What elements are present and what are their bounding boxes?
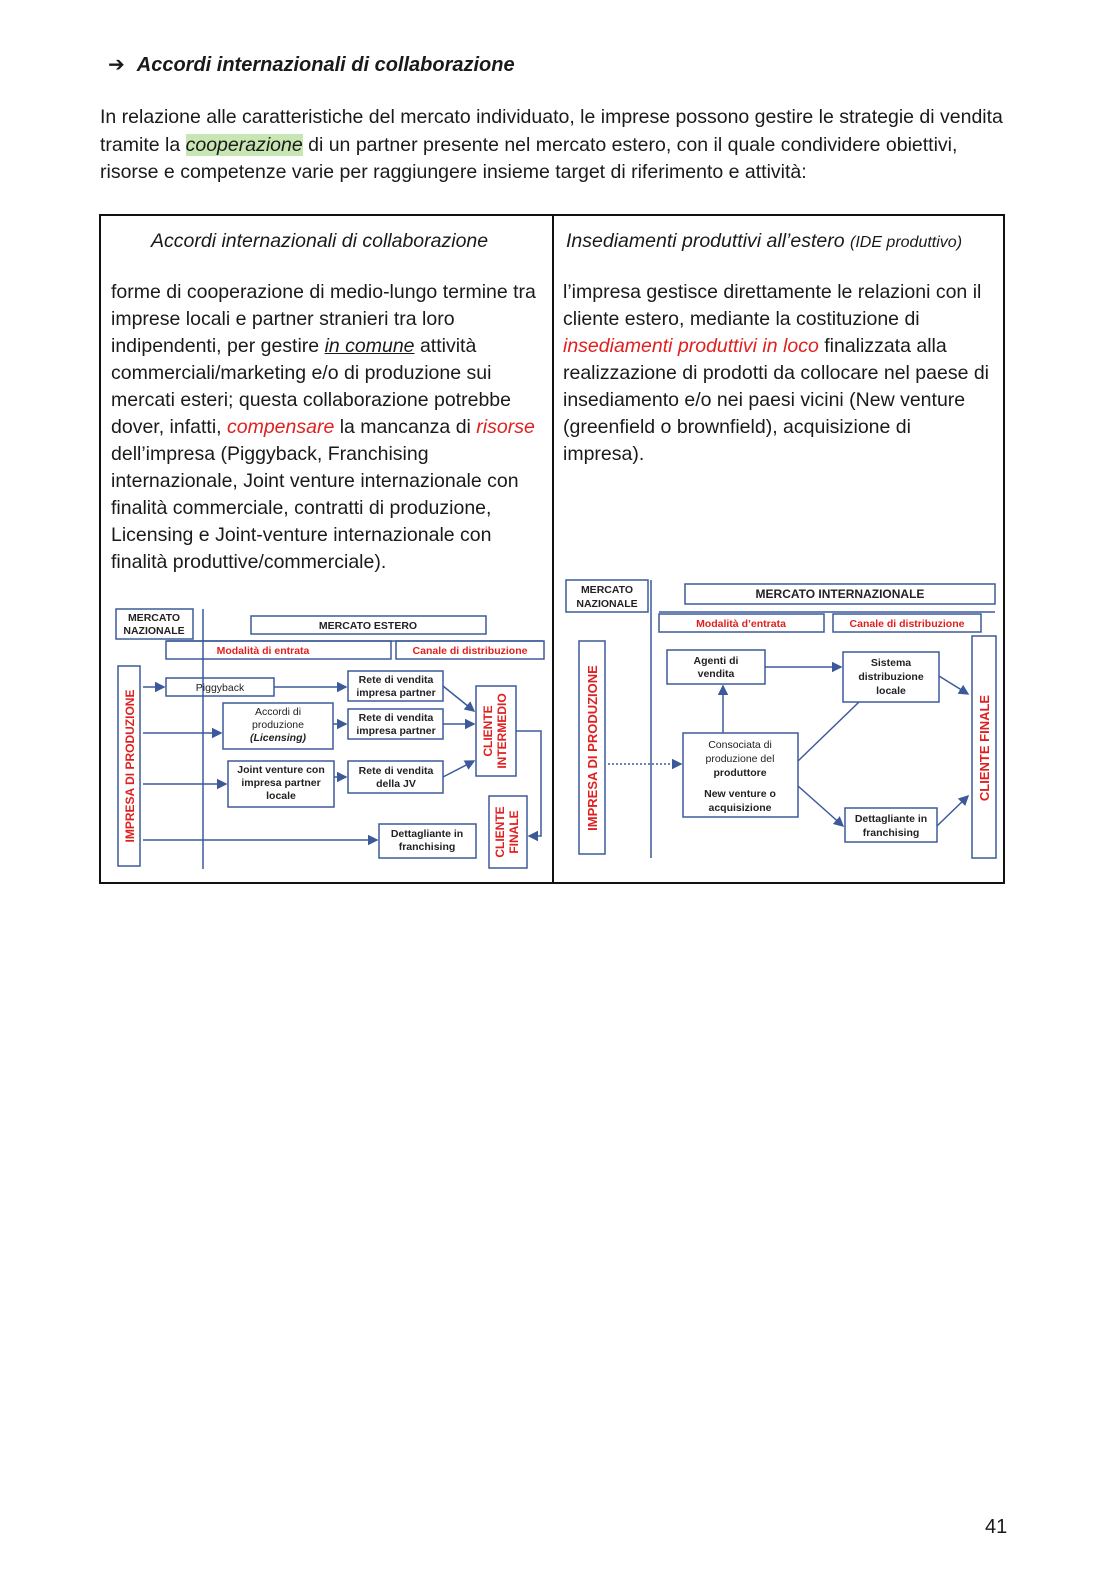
d2-impresa: IMPRESA DI PRODUZIONE	[585, 665, 600, 831]
right-column-title	[566, 230, 962, 253]
diagram-collaborazione	[111, 601, 551, 871]
intro-text-2: di un partner presente nel mercato estero, con il quale condividere obiettivi, risorse e competenze varie per raggiungere insieme target di riferimento e attività:	[100, 133, 958, 183]
d2-mercato-naz-1: MERCATO	[580, 584, 634, 596]
right-text-2: finalizzata alla realizzazione di prodotti da collocare nel paese di insediamento e/o nei paesi vicini (New venture (greenfield o brownfield), acquisizione di impresa).	[563, 335, 990, 465]
column-divider	[552, 216, 554, 882]
heading-title: Accordi internazionali di collaborazione	[136, 54, 515, 76]
left-text-2: attività commerciali/marketing e/o di produzione sui mercati esteri; questa collaborazione potrebbe dover, infatti,	[111, 335, 511, 438]
d2-cons-3: produttore	[713, 767, 767, 779]
d2-cons-5: New venture o	[704, 788, 776, 800]
d1-rete2-1: Rete di vendita	[358, 712, 434, 724]
d1-rete1-2: impresa partner	[356, 687, 436, 699]
d2-cons-1: Consociata di	[708, 739, 772, 751]
d2-sistema-2: distribuzione	[858, 671, 924, 683]
d1-canale: Canale di distribuzione	[412, 645, 528, 657]
d1-dett-1: Dettagliante in	[390, 828, 464, 840]
d2-sistema-1: Sistema	[870, 657, 912, 669]
right-title-main: Insediamenti produttivi all’estero	[566, 230, 845, 252]
left-red-1: compensare	[226, 416, 335, 438]
d1-mercato-naz-1: MERCATO	[127, 612, 181, 624]
d1-accordi-2: produzione	[252, 719, 304, 731]
highlighted-word: cooperazione	[185, 133, 303, 156]
diagram-insediamenti	[563, 576, 1003, 871]
comparison-table	[99, 214, 1005, 884]
left-text-1: forme di cooperazione di medio-lungo termine tra imprese locali e partner stranieri tra loro indipendenti, per gestire	[111, 281, 536, 357]
right-column-text	[563, 279, 995, 468]
d1-joint-3: locale	[266, 790, 296, 802]
section-heading	[108, 52, 515, 77]
left-underlined: in comune	[324, 335, 415, 357]
right-title-small: (IDE produttivo)	[849, 234, 963, 251]
d2-mercato-int: MERCATO INTERNAZIONALE	[755, 587, 925, 601]
arrow-icon: ➔	[108, 54, 125, 76]
d1-mercato-naz-2: NAZIONALE	[123, 625, 185, 637]
d2-dett-1: Dettagliante in	[854, 813, 928, 825]
d1-mercato-estero: MERCATO ESTERO	[318, 620, 418, 632]
d1-piggyback: Piggyback	[195, 682, 245, 694]
intro-paragraph	[100, 104, 1010, 187]
d2-sistema-3: locale	[876, 685, 906, 697]
right-text-1: l’impresa gestisce direttamente le relazioni con il cliente estero, mediante la costituzione di	[563, 281, 982, 330]
d1-cli-fin-2: FINALE	[507, 810, 521, 854]
d1-rete2-2: impresa partner	[356, 725, 436, 737]
left-column-title: Accordi internazionali di collaborazione	[151, 230, 489, 252]
d1-modalita: Modalità di entrata	[216, 645, 310, 657]
d2-cliente-finale: CLIENTE FINALE	[977, 694, 992, 802]
d1-impresa: IMPRESA DI PRODUZIONE	[123, 689, 137, 843]
left-red-2: risorse	[476, 416, 535, 438]
left-text-3: la mancanza di	[334, 416, 477, 438]
d1-accordi-1: Accordi di	[254, 706, 302, 718]
d2-modalita: Modalità d’entrata	[696, 618, 786, 630]
d1-rete3-2: della JV	[376, 778, 416, 790]
d2-cons-2: produzione del	[705, 753, 775, 765]
d1-rete1-1: Rete di vendita	[358, 674, 434, 686]
d1-cli-fin-1: CLIENTE	[493, 806, 507, 858]
d1-cli-int-2: INTERMEDIO	[495, 693, 509, 769]
d1-joint-2: impresa partner	[241, 777, 321, 789]
d1-accordi-3: (Licensing)	[249, 732, 307, 744]
right-red-1: insediamenti produttivi in loco	[563, 335, 819, 357]
page-number: 41	[985, 1516, 1008, 1538]
d1-joint-1: Joint venture con	[237, 764, 325, 776]
d2-canale: Canale di distribuzione	[849, 618, 965, 630]
d1-cli-int-1: CLIENTE	[481, 705, 495, 757]
d2-mercato-naz-2: NAZIONALE	[576, 598, 638, 610]
left-text-4: dell’impresa (Piggyback, Franchising internazionale, Joint venture internazionale con finalità commerciale, contratti di produzione, Licensing e Joint-venture internazionale con finalità produttive/commerciale).	[111, 443, 519, 573]
left-column-text	[111, 279, 543, 576]
d2-agenti-2: vendita	[697, 668, 735, 680]
d2-dett-2: franchising	[862, 827, 920, 839]
d1-dett-2: franchising	[398, 841, 456, 853]
intro-text-1: In relazione alle caratteristiche del mercato individuato, le imprese possono gestire le strategie di vendita tramite la	[100, 106, 1003, 156]
d2-agenti-1: Agenti di	[693, 655, 739, 667]
d2-cons-6: acquisizione	[708, 802, 772, 814]
d1-rete3-1: Rete di vendita	[358, 765, 434, 777]
